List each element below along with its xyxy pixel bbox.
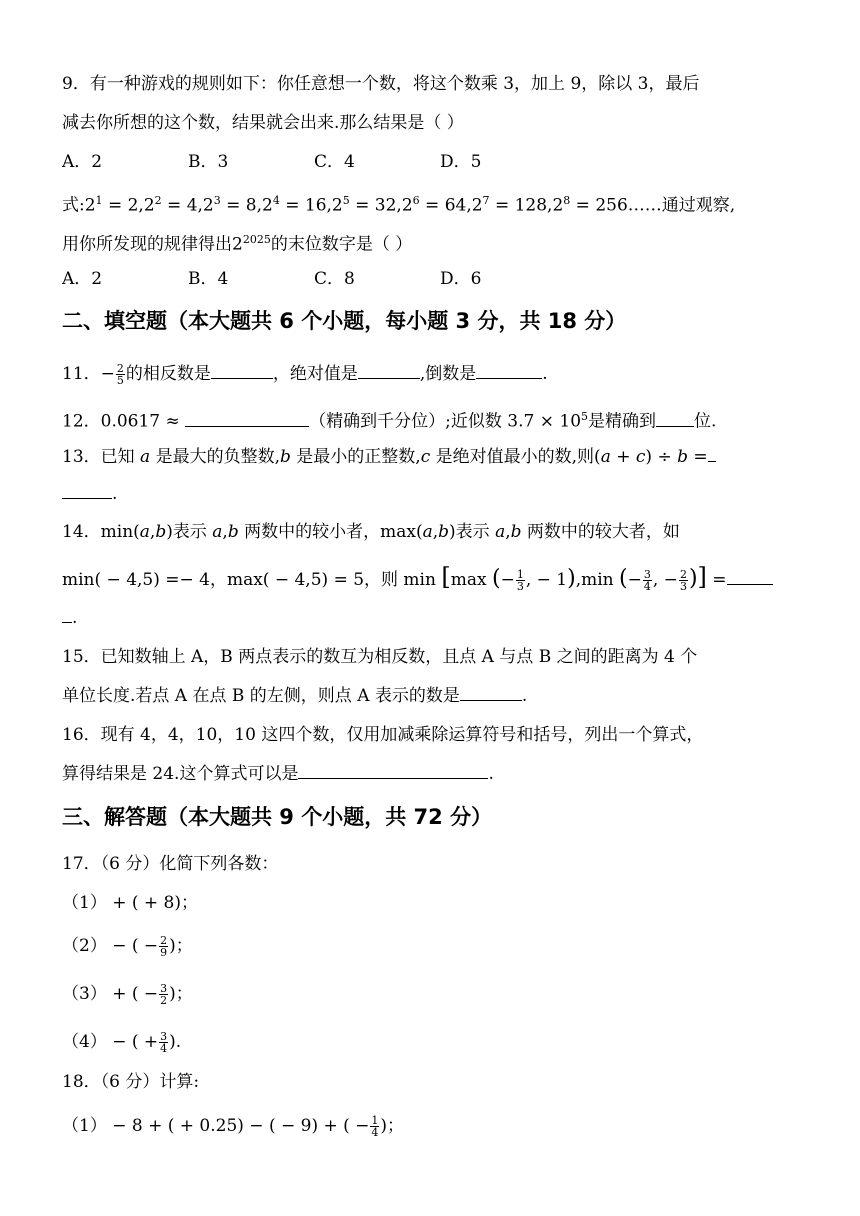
q11-part-1: 的相反数是 [125, 364, 211, 384]
q12-part-3: 是精确到 [588, 411, 657, 432]
q13-line-1: 13．已知 a 是最大的负整数,b 是最小的正整数,c 是绝对值最小的数,则(a + c) ÷ b = [62, 443, 808, 471]
q13-part-3: 是最小的正整数, [296, 447, 421, 467]
q14-part-2: 两数中的较小者， [244, 522, 381, 542]
q15-line-1: 15．已知数轴上 A，B 两点表示的数互为相反数，且点 A 与点 B 之间的距离为 4 个 [62, 647, 698, 667]
q18-title: 18．（6 分）计算: [62, 1072, 200, 1092]
q11: 11．− $\frac{2}{5}$ 的相反数是 ，绝对值是 ,倒数是 . [62, 362, 548, 387]
section-3-title: 三、解答题（本大题共 9 个小题，共 72 分） [62, 805, 493, 829]
q9-option-c: C．4 [314, 152, 355, 172]
q9-option-b: B．3 [188, 152, 229, 172]
q17-title: 17．（6 分）化简下列各数： [62, 854, 279, 874]
q16-text: 算得结果是 24.这个算式可以是 [62, 764, 299, 784]
q17-item-3: （3） + ( − $\frac{3}{2}$ )； [62, 982, 193, 1007]
section-2-title: 二、填空题（本大题共 6 个小题，每小题 3 分，共 18 分） [62, 309, 627, 333]
q14-part-1b: 表示 [455, 522, 490, 542]
q14-line-3: . [62, 604, 808, 632]
q16-line-2: 算得结果是 24.这个算式可以是 . [62, 760, 808, 788]
q13-part-4: 是绝对值最小的数,则 [435, 447, 595, 467]
q9-options [62, 148, 808, 176]
q14-line-1: 14．min(a,b)表示 a,b 两数中的较小者，max(a,b)表示 a,b 两数中的较大者，如 [62, 522, 680, 542]
q9-line-1: 9．有一种游戏的规则如下：你任意想一个数，将这个数乘 3，加上 9，除以 3，最后 [62, 74, 700, 94]
q16-line-1: 16．现有 4，4，10，10 这四个数，仅用加减乘除运算符号和括号，列出一个算式， [62, 725, 704, 745]
q18-item-1: （1） − 8 + ( + 0.25) − ( − 9) + ( − $\frac{1}{4}$ )； [62, 1114, 405, 1139]
q10-line-1: 式$:2^1 = 2,2^2 = 4,2^3 = 8,2^4 = 16,2^5 = 32,2^6 = 64,2^7 = 128,2^8$ = 256……通过观察, [62, 194, 736, 216]
q10-line-2: 用你所发现的规律得出$2^{2025}$的末位数字是（ ） [62, 233, 413, 255]
q15-text: 单位长度.若点 A 在点 B 的左侧，则点 A 表示的数是 [62, 686, 460, 706]
q9-option-d: D．5 [440, 152, 482, 172]
q10-text: 用你所发现的规律得出 [62, 234, 232, 255]
q17-item-4: （4） − ( + $\frac{3}{4}$ ). [62, 1030, 182, 1055]
q10-option-a: A．2 [62, 269, 103, 289]
q9-option-a: A．2 [62, 152, 103, 172]
q17-item-2: （2） − ( − $\frac{2}{9}$ )； [62, 934, 193, 959]
q10-options [62, 265, 808, 293]
q10-option-d: D．6 [440, 269, 482, 289]
q13-part-1: 已知 [100, 447, 135, 467]
q10-text-tail: 的末位数字是（ ） [270, 234, 413, 255]
q14-part-1: 表示 [172, 522, 207, 542]
q11-part-2: ，绝对值是 [272, 364, 358, 384]
q13-line-2: . [62, 480, 808, 508]
q15-line-2: 单位长度.若点 A 在点 B 的左侧，则点 A 表示的数是 . [62, 682, 808, 710]
q11-part-3: ,倒数是 [419, 364, 477, 384]
q10-option-b: B．4 [188, 269, 229, 289]
q9-line-2: 减去你所想的这个数，结果就会出来.那么结果是（ ） [62, 113, 464, 133]
q12: 12．0.0617 ≈ （精确到千分位）;近似数 $3.7 \times 10^5$是精确到 位. [62, 403, 808, 436]
q12-part-4: 位. [694, 411, 717, 432]
q14-line-2: min( − 4,5) =− 4，max( − 4,5) = 5，则 min [max (− $\frac{1}{3}$ , − 1),min (− $\frac{3}{4}$ , − $\frac{2}{3}$ )] = [62, 563, 808, 594]
q13-part-2: 是最大的负整数, [155, 447, 280, 467]
q10-option-c: C．8 [314, 269, 355, 289]
q12-part-2: （精确到千分位）;近似数 [309, 411, 502, 432]
q14-part-3: 两数中的较大者，如 [526, 522, 680, 542]
q17-item-1: （1） + ( + 8)； [62, 893, 198, 913]
